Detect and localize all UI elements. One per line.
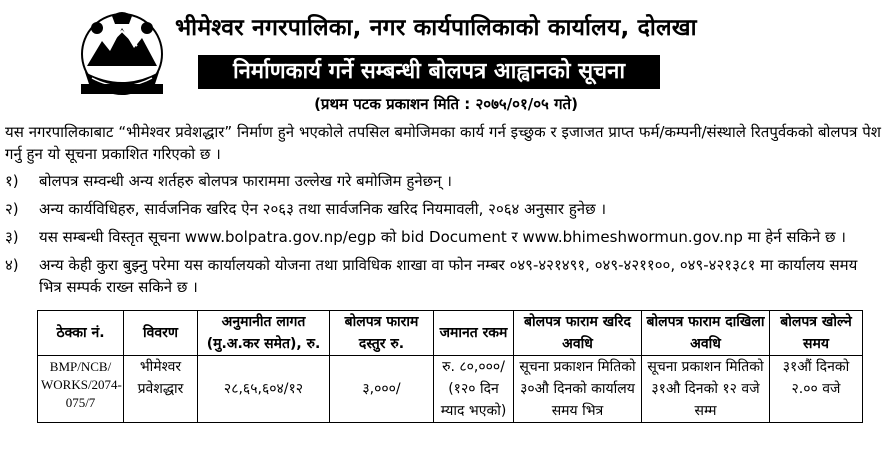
column-header: विवरण [124, 311, 198, 356]
column-header: बोलपत्र फाराम दस्तुर रु. [330, 311, 434, 356]
estimated-cost-cell: २८,६५,६०४/१२ [198, 356, 330, 423]
publication-date: (प्रथम पटक प्रकाशन मिति : २०७५/०१/०५ गते) [314, 95, 578, 113]
table-header-row [38, 311, 863, 356]
clause-4 [5, 254, 881, 298]
contract-number-cell: BMP/NCB/ WORKS/2074-075/7 [38, 356, 124, 423]
column-header: बोलपत्र फाराम दाखिला अवधि [642, 311, 770, 356]
clause-text: बोलपत्र सम्वन्धी अन्य शर्तहरु बोलपत्र फाराममा उल्लेख गरे बमोजिम हुनेछन् । [39, 172, 452, 190]
submission-period-cell: सूचना प्रकाशन मितिको ३१औ दिनको १२ वजे सम्म [642, 356, 770, 423]
clause-text: अन्य कार्यविधिहरु, सार्वजनिक खरिद ऐन २०६३ तथा सार्वजनिक खरिद नियमावली, २०६४ अनुसार हुनेछ । [39, 200, 607, 218]
clause-number: ४) [5, 256, 19, 274]
intro-paragraph: यस नगरपालिकाबाट “भीमेश्वर प्रवेशद्धार” निर्माण हुने भएकोले तपसिल बमोजिमका कार्य गर्न इच्छुक र इजाजत प्राप्त फर्म/कम्पनी/संस्थाले रितपुर्वकको बोलपत्र पेश गर्नु हुन यो सूचना प्रकाशित गरिएको छ । [5, 123, 881, 163]
clause-3 [5, 226, 881, 248]
form-fee-cell: ३,०००/ [330, 356, 434, 423]
office-title: भीमेश्वर नगरपालिका, नगर कार्यपालिकाको कार्यालय, दोलखा [175, 15, 697, 41]
clause-number: ३) [5, 228, 19, 246]
clause-2 [5, 198, 881, 220]
column-header: ठेक्का नं. [38, 311, 124, 356]
column-header: बोलपत्र खोल्ने समय [770, 311, 863, 356]
clause-1 [5, 170, 881, 192]
description-cell: भीमेश्वर प्रवेशद्धार [124, 356, 198, 423]
notice-title: निर्माणकार्य गर्ने सम्बन्धी बोलपत्र आह्वानको सूचना [198, 55, 660, 89]
clause-text: यस सम्बन्धी विस्तृत सूचना www.bolpatra.gov.np/egp को bid Document र www.bhimeshwormun.gov.np मा हेर्न सकिने छ । [39, 228, 846, 246]
column-header: बोलपत्र फाराम खरिद अवधि [514, 311, 642, 356]
nepal-emblem-icon [77, 6, 167, 98]
bid-security-cell: रु. ८०,०००/ (१२० दिन म्याद भएको) [434, 356, 514, 423]
purchase-period-cell: सूचना प्रकाशन मितिको ३०औ दिनको कार्यालय समय भित्र [514, 356, 642, 423]
column-header: अनुमानीत लागत (मु.अ.कर समेत), रु. [198, 311, 330, 356]
clause-number: १) [5, 172, 19, 190]
column-header: जमानत रकम [434, 311, 514, 356]
clause-text: अन्य केही कुरा बुझ्नु परेमा यस कार्यालयको योजना तथा प्राविधिक शाखा वा फोन नम्बर ०४९-४२१४९१, ०४९-४२११००, ०४९-४२१३८१ मा कार्यालय समय भित्र सम्पर्क राख्न सकिने छ । [39, 256, 858, 296]
clause-number: २) [5, 200, 19, 218]
tender-table [37, 310, 863, 423]
opening-time-cell: ३१औं दिनको २.०० वजे [770, 356, 863, 423]
table-row [38, 356, 863, 423]
